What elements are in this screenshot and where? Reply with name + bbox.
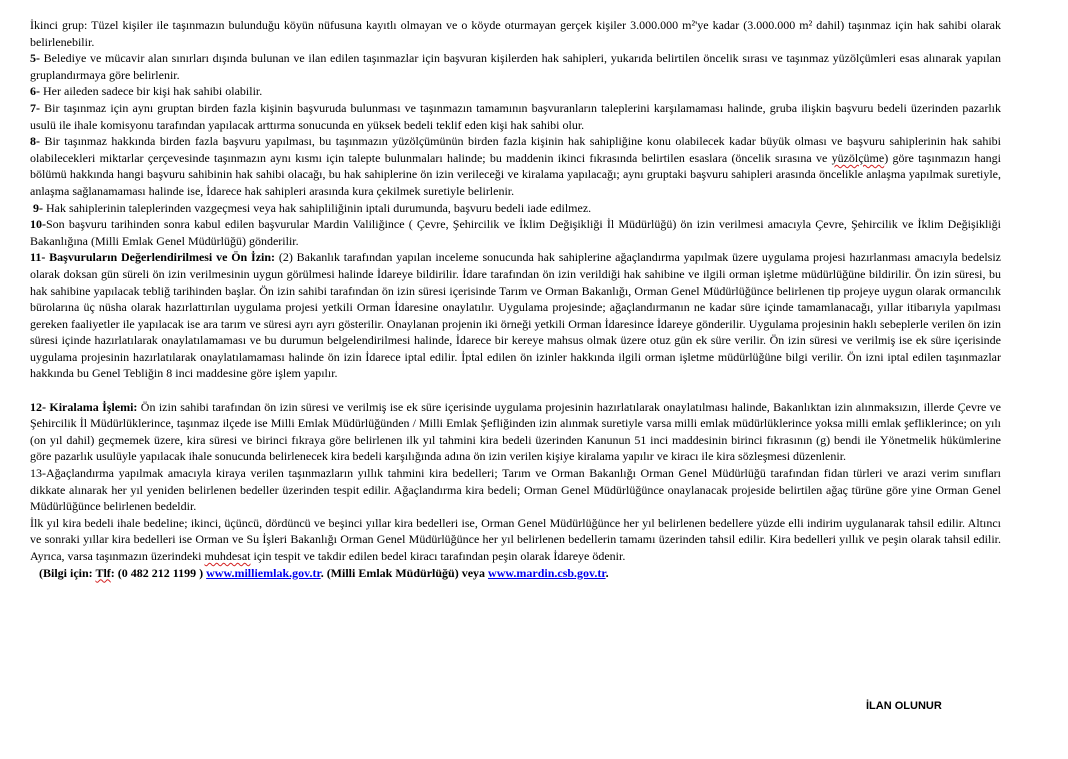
paragraph-6: 6- Her aileden sadece bir kişi hak sahibi olabilir.	[30, 84, 263, 99]
item-number: 7-	[30, 100, 40, 115]
paragraph-10: 10-Son başvuru tarihinden sonra kabul edilen başvurular Mardin Valiliğince ( Çevre, Şehircilik ve İklim Değişikliği İl Müdürlüğü) ön izin verilmesi amacıyla Çevre, Şehircilik ve İklim Değişikliği Bakanlığına (Milli Emlak Genel Müdürlüğü) gönderilir.	[30, 217, 1001, 248]
announcement-document	[30, 17, 1001, 581]
paragraph-13: 13-Ağaçlandırma yapılmak amacıyla kiraya verilen taşınmazların yıllık tahmini kira bedelleri; Tarım ve Orman Bakanlığı Orman Genel Müdürlüğü tarafından fidan türleri ve arazi verim sınıfları dikkate alınarak her yıl yeniden belirlenen bedeller üzerinden tespit edilir. Ağaçlandırma kira bedeli; Orman Genel Müdürlüğünce onaylanacak projeside belirtilen ağaç türüne göre yine Orman Genel Müdürlüğünce belirlenen bedeldir.	[30, 466, 1001, 514]
spacer	[30, 382, 1001, 399]
section-heading: 12- Kiralama İşlemi:	[30, 399, 138, 414]
spellcheck-word: yüzölçüme	[831, 150, 885, 165]
item-number: 5-	[30, 51, 40, 66]
spellcheck-word: muhdesat	[204, 549, 251, 563]
milliemlak-link[interactable]: www.milliemlak.gov.tr	[206, 565, 321, 580]
item-number: 9-	[33, 200, 43, 215]
paragraph-11: 11- Başvuruların Değerlendirilmesi ve Ön İzin: (2) Bakanlık tarafından yapılan inceleme sonucunda hak sahiplerine ağaçlandırma yapılmak üzere uygulama projesi hazırlanması amacıyla bedelsiz olarak doksan gün süreli ön izin verilmesinin uygun görülmesi halinde İdareye bildirilir. İdare tarafından ön izin verildiği hak sahibine ve ilgili orman işletme müdürlüğüne bildirilir. Ön izin süresi, bu hak sahibine yapılacak tebliğ tarihinden başlar. Ön izin sahibi tarafından ön izin süresi içerisinde Tarım ve Orman Bakanlığı, Orman Genel Müdürlüğünce belirlenen tip projeye uygun olarak ormancılık bürolarına üç nüsha olarak hazırlattırılan uygulama projesi yetkili Orman İdaresine onaylatılır. Uygulama projesinde; ağaçlandırmanın ne kadar süre içinde tamamlanacağı, yıllar itibarıyla yapılması gereken faaliyetler ile yapılacak ise ara tarım ve süresi ayrı ayrı gösterilir. Onaylanan projenin iki örneği yetkili Orman İdaresince İdareye gönderilir. Uygulama projesinin haklı sebeplerle verilen ön izin süresi içinde hazırlatılarak onaylatılamaması ve bu durumun belgelendirilmesi halinde, İdarece bir kereye mahsus olmak üzere otuz gün ek süre verilir. Ön izin süresi ve verilmiş ise ek süre içerisinde uygulama projesinin hazırlatılarak onaylatılamaması halinde ön izin İdarece iptal edilir. İptal edilen ön izinler hakkında ilgili orman işletme müdürlüğüne bilgi verilir. Ön izni iptal edilen taşınmazlar hakkında bu Genel Tebliğin 8 inci maddesine göre işlem yapılır.	[30, 250, 1001, 381]
phone-label: Tlf	[95, 565, 111, 580]
paragraph-12: 12- Kiralama İşlemi: Ön izin sahibi tarafından ön izin süresi ve verilmiş ise ek süre içerisinde uygulama projesinin hazırlatılarak onaylatılması halinde, Bakanlıktan izin alınmaksızın, illerde Çevre ve Şehircilik İl Müdürlüklerince, taşınmaz ilçede ise Milli Emlak Müdürlüğünden / Milli Emlak Şefliğinden izin alınmak suretiyle varsa milli emlak müdürlüklerince yoksa milli emlak şefliklerince; on yılı (on yıl dahil) geçmemek üzere, kira süresi ve birinci fıkraya göre belirlenen ilk yıl tahmini kira bedeli üzerinden Kanunun 51 inci maddesinin birinci fıkrasının (g) bendi ile Yönetmelik hükümlerine göre pazarlık usulüyle yapılacak ihale sonucunda belirlenecek kira bedeli karşılığında adına ön izin verilen kişiye kiralama yapılır ve kiracı ile kira sözleşmesi düzenlenir.	[30, 399, 1001, 464]
paragraph-group-two: İkinci grup: Tüzel kişiler ile taşınmazın bulunduğu köyün nüfusuna kayıtlı olmayan ve o köyde oturmayan gerçek kişiler 3.000.000 m²'ye kadar (3.000.000 m² dahil) taşınmaz için hak sahibi olarak belirlenebilir.	[30, 18, 1001, 49]
item-number: 6-	[30, 84, 40, 99]
paragraph-5: 5- Belediye ve mücavir alan sınırları dışında bulunan ve ilan edilen taşınmazlar için başvuran kişilerden hak sahipleri, yukarıda belirtilen öncelik sırası ve taşınmaz yüzölçümleri esas alınarak yapılan gruplandırmaya göre belirlenir.	[30, 51, 1001, 82]
section-heading: 11- Başvuruların Değerlendirilmesi ve Ön İzin:	[30, 250, 276, 265]
paragraph-7: 7- Bir taşınmaz için aynı gruptan birden fazla kişinin başvuruda bulunması ve taşınmazın tamamının başvuranların taleplerini karşılamaması halinde, gruba ilişkin başvuru bedeli üzerinden pazarlık usulü ile ihale komisyonu tarafından yapılacak arttırma sonucunda en yüksek bedeli teklif eden kişi hak sahibi olur.	[30, 100, 1001, 132]
paragraph-8: 8- Bir taşınmaz hakkında birden fazla başvuru yapılması, bu taşınmazın yüzölçümünün birden fazla kişinin hak sahipliğine konu olabilecek kadar büyük olması ve başvuru sahiplerinin hak sahibi olabilecekleri miktarlar çerçevesinde taşınmazın aynı kısmı için talepte bulunmaları halinde; bu maddenin ikinci fıkrasında belirtilen esaslara (öncelik sırasına ve yüzölçüme) göre taşınmazın hangi bölümü hakkında hangi başvuru sahibinin hak sahibi olacağı, bu hak sahiplerine ön izin verileceği ve kiralama yapılacağı; aynı gruptaki başvuru sahipleri arasında öncelikle anlaşma yapılmak suretiyle, anlaşma sağlanamaması halinde ise, İdarece hak sahipleri arasında kura çekilmek suretiyle belirlenir.	[30, 134, 1001, 198]
item-number: 8-	[30, 134, 40, 149]
item-number: 10-	[30, 217, 46, 232]
mardin-csb-link[interactable]: www.mardin.csb.gov.tr	[488, 565, 606, 580]
contact-info: (Bilgi için: Tlf: (0 482 212 1199 ) www.milliemlak.gov.tr. (Milli Emlak Müdürlüğü) veya www.mardin.csb.gov.tr.	[39, 565, 609, 580]
paragraph-14: İlk yıl kira bedeli ihale bedeline; ikinci, üçüncü, dördüncü ve beşinci yıllar kira bedelleri ise, Orman Genel Müdürlüğünce her yıl belirlenen bedellere yüzde elli indirim uygulanarak tahsil edilir. Altıncı ve sonraki yıllar kira bedelleri ise Orman ve Su İşleri Bakanlığı Orman Genel Müdürlüğünce her yıl belirlenen bedellerin tamamı üzerinden tahsil edilir. Kira bedelleri yıllık ve peşin olarak tahsil edilir. Ayrıca, varsa taşınmazın üzerindeki muhdesat için tespit ve takdir edilen bedel kiracı tarafından peşin olarak İdareye ödenir.	[30, 515, 1001, 563]
closing-statement: İLAN OLUNUR	[866, 700, 942, 712]
paragraph-9: 9- Hak sahiplerinin taleplerinden vazgeçmesi veya hak sahipliliğinin iptali durumunda, başvuru bedeli iade edilmez.	[33, 200, 592, 215]
